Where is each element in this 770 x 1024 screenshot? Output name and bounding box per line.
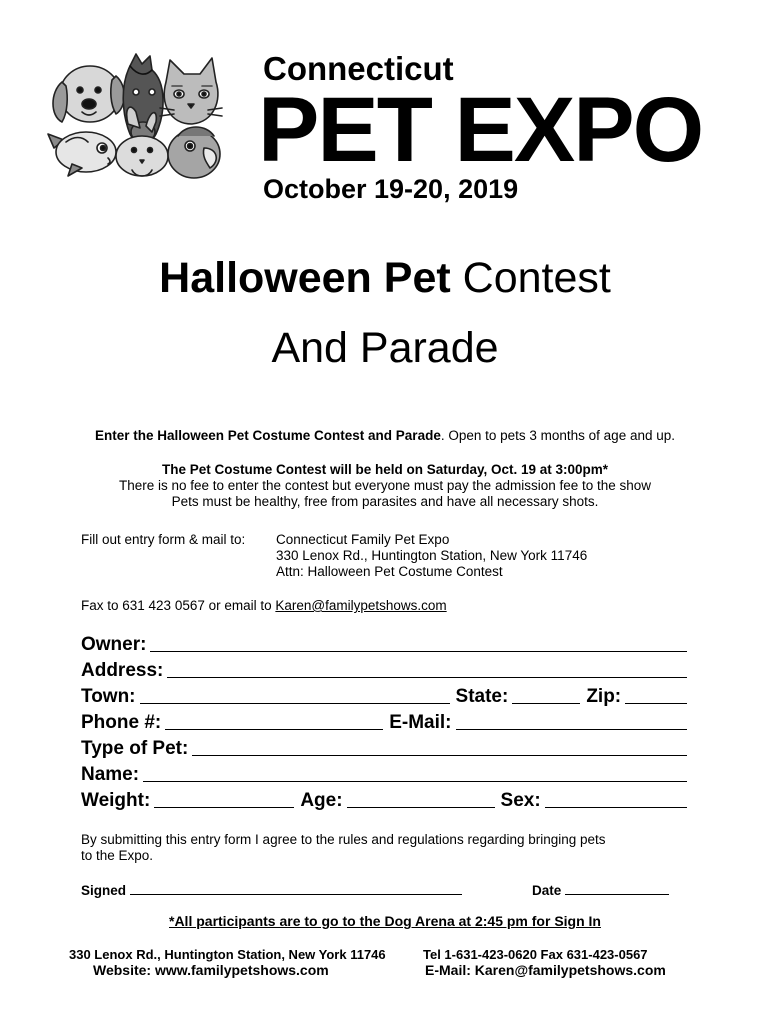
- pet-animals-logo: [46, 52, 224, 180]
- agreement-line1: By submitting this entry form I agree to the rules and regulations regarding bringing pets: [81, 832, 606, 847]
- state-field[interactable]: [512, 703, 580, 704]
- pet-type-row: [81, 734, 687, 760]
- footer-website[interactable]: Website: www.familypetshows.com: [93, 962, 329, 978]
- phone-field[interactable]: [165, 729, 383, 730]
- mail-address-line3: Attn: Halloween Pet Costume Contest: [276, 564, 503, 579]
- name-label: Name:: [81, 764, 140, 785]
- contest-title: [0, 254, 770, 303]
- mail-address-line1: Connecticut Family Pet Expo: [276, 532, 450, 547]
- state-label: State:: [455, 686, 509, 707]
- event-dates: October 19-20, 2019: [263, 174, 519, 204]
- agreement-line2: to the Expo.: [81, 848, 154, 863]
- owner-label: Owner:: [81, 634, 147, 655]
- owner-row: [81, 630, 687, 656]
- name-field[interactable]: [143, 781, 687, 782]
- email-link[interactable]: Karen@familypetshows.com: [275, 598, 447, 613]
- pet-type-field[interactable]: [192, 755, 687, 756]
- address-field[interactable]: [167, 677, 687, 678]
- phone-label: Phone #:: [81, 712, 162, 733]
- weight-row: [81, 786, 687, 812]
- mail-address-line2: 330 Lenox Rd., Huntington Station, New York 11746: [276, 548, 588, 563]
- date-label: Date: [532, 883, 562, 898]
- fax-line: [81, 597, 447, 614]
- parrot-illustration: [168, 127, 220, 178]
- zip-label: Zip:: [586, 686, 622, 707]
- fax-text: Fax to 631 423 0567 or email to: [81, 598, 276, 613]
- sign-in-notice: *All participants are to go to the Dog Arena at 2:45 pm for Sign In: [169, 913, 601, 929]
- event-title: PET EXPO: [258, 79, 703, 181]
- date-field[interactable]: [565, 894, 669, 895]
- fee-line: There is no fee to enter the contest but everyone must pay the admission fee to the show: [118, 478, 652, 493]
- address-label: Address:: [81, 660, 164, 681]
- address-row: [81, 656, 687, 682]
- horse-illustration: [123, 54, 163, 143]
- signed-label: Signed: [81, 883, 127, 898]
- mail-label: Fill out entry form & mail to:: [81, 532, 246, 547]
- contest-date-line: The Pet Costume Contest will be held on Saturday, Oct. 19 at 3:00pm*: [161, 462, 609, 477]
- town-row: [81, 682, 687, 708]
- contest-subtitle: And Parade: [271, 324, 499, 372]
- weight-field[interactable]: [154, 807, 294, 808]
- phone-row: [81, 708, 687, 734]
- health-line: Pets must be healthy, free from parasites and have all necessary shots.: [171, 494, 599, 509]
- signature-row: [81, 880, 681, 898]
- footer-phones: Tel 1-631-423-0620 Fax 631-423-0567: [423, 947, 648, 962]
- town-label: Town:: [81, 686, 136, 707]
- pet-type-label: Type of Pet:: [81, 738, 189, 759]
- cat-illustration: [160, 58, 222, 124]
- sex-label: Sex:: [500, 790, 541, 811]
- signature-field[interactable]: [130, 894, 462, 895]
- state-heading: Connecticut: [263, 50, 454, 87]
- owner-field[interactable]: [150, 651, 687, 652]
- email-label: E-Mail:: [389, 712, 452, 733]
- contest-title-bold: Halloween Pet: [159, 254, 451, 302]
- dog-illustration: [53, 66, 124, 122]
- email-field[interactable]: [456, 729, 687, 730]
- sex-field[interactable]: [545, 807, 687, 808]
- footer-email[interactable]: E-Mail: Karen@familypetshows.com: [425, 962, 666, 978]
- weight-label: Weight:: [81, 790, 151, 811]
- fish-illustration: [48, 132, 116, 176]
- age-label: Age:: [300, 790, 343, 811]
- name-row: [81, 760, 687, 786]
- footer-address: 330 Lenox Rd., Huntington Station, New York 11746: [69, 947, 386, 962]
- intro-bold: Enter the Halloween Pet Costume Contest and Parade: [95, 428, 441, 443]
- contest-title-rest: Contest: [450, 254, 611, 302]
- intro-rest: . Open to pets 3 months of age and up.: [440, 428, 675, 443]
- zip-field[interactable]: [625, 703, 687, 704]
- town-field[interactable]: [140, 703, 450, 704]
- age-field[interactable]: [347, 807, 495, 808]
- intro-line: [0, 427, 770, 444]
